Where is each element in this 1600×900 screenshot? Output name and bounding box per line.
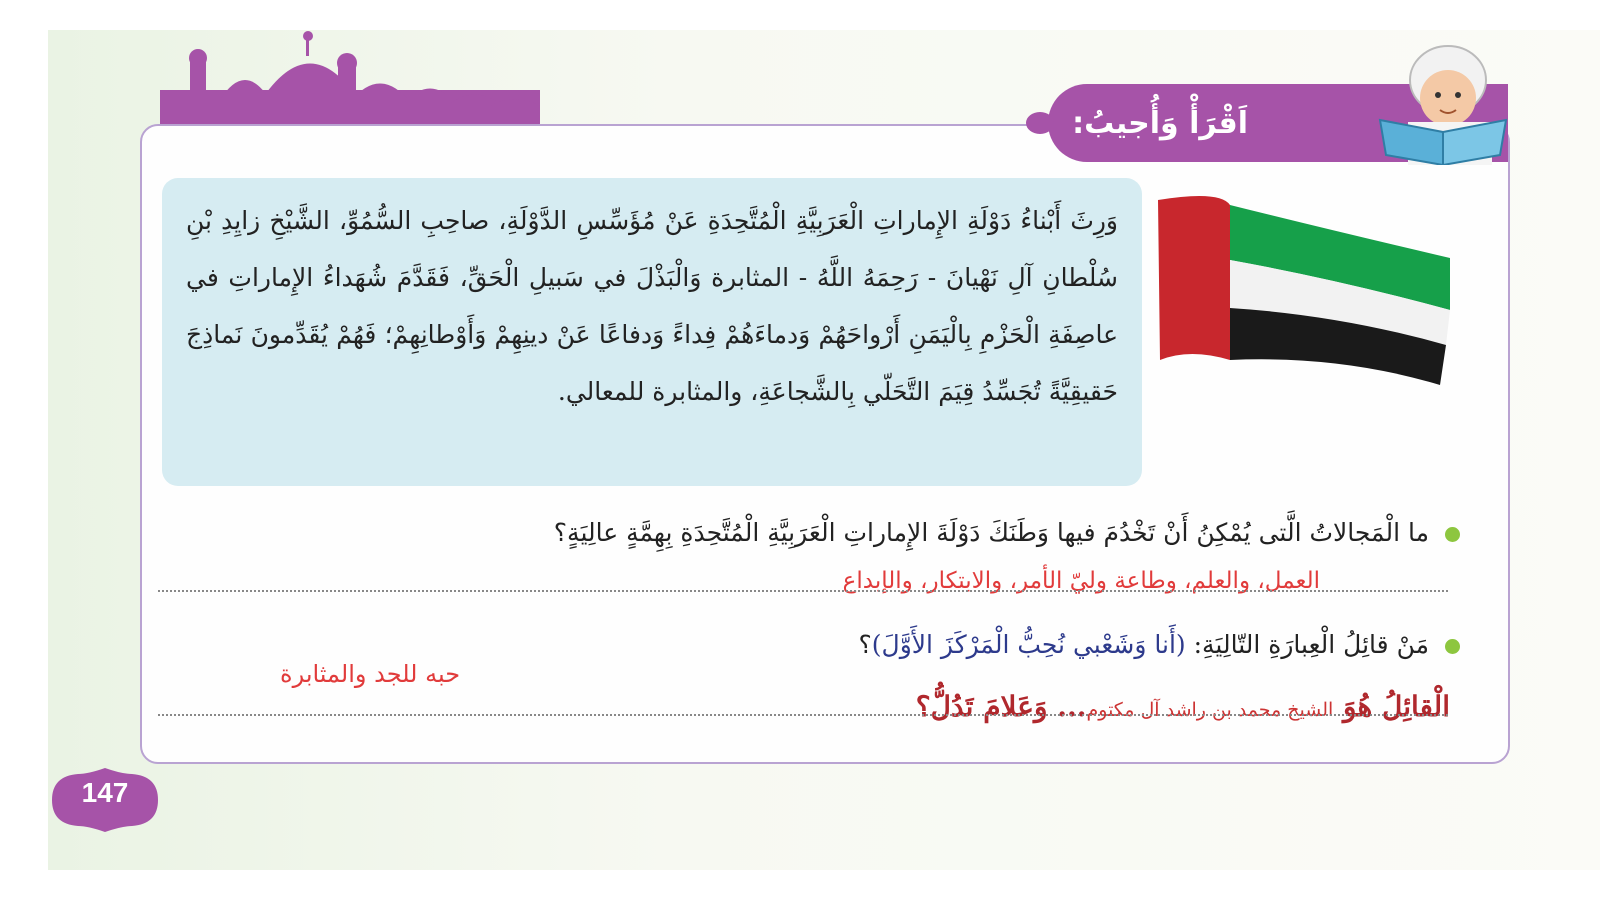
answer-1-line[interactable]	[158, 590, 1448, 592]
section-title: اَقْرَأْ وَأُجيبُ:	[1072, 106, 1248, 141]
page-number: 147	[81, 777, 129, 808]
answer-2	[916, 690, 1450, 723]
passage-text: وَرِثَ أَبْناءُ دَوْلَةِ الإِماراتِ الْعَرَبِيَّةِ الْمُتَّحِدَةِ عَنْ مُؤَسِّسِ الدَّوْلَةِ، صاحِبِ السُّمُوِّ، الشَّيْخِ زايِدِ بْنِ سُلْطانِ آلِ نَهْيانَ - رَحِمَهُ اللَّهُ - المثابرة وَالْبَذْلَ في سَبيلِ الْحَقِّ، فَقَدَّمَ شُهَداءُ الإِماراتِ في عاصِفَةِ الْحَزْمِ بِالْيَمَنِ أَرْواحَهُمْ وَدماءَهُمْ فِداءً وَدفاعًا عَنْ دينِهِمْ وَأَوْطانِهِمْ؛ فَهُمْ يُقَدِّمونَ نَماذِجَ حَقيقِيَّةً تُجَسِّدُ قِيَمَ التَّحَلّي بِالشَّجاعَةِ، والمثابرة للمعالي.	[186, 206, 1118, 406]
question-2-quote: (أَنا وَشَعْبي نُحِبُّ الْمَرْكَزَ الأَوَّلَ)	[871, 630, 1186, 659]
question-2-prefix: مَنْ قائِلُ الْعِبارَةِ التّالِيَةِ:	[1185, 630, 1429, 659]
answer-2-tail: ... وَعَلامَ تَدُلُّ؟	[915, 690, 1087, 723]
bullet-dot	[1445, 527, 1460, 542]
question-2-suffix: ؟	[858, 630, 872, 659]
answer-2-name: الشيخ محمد بن راشد آل مكتوم	[1086, 699, 1334, 721]
reading-child-icon	[1368, 40, 1518, 165]
answer-2-line[interactable]	[158, 714, 1448, 716]
mosque-skyline-icon	[150, 30, 550, 130]
question-2	[859, 630, 1461, 659]
answer-1-text: العمل، والعلم، وطاعة وليّ الأمر، والابتكار، والإبداع	[842, 568, 1320, 594]
answer-2-lead: الْقائِلُ هُوَ	[1333, 690, 1450, 723]
reading-passage	[162, 178, 1142, 486]
uae-flag-image	[1150, 170, 1490, 490]
question-1-text: ما الْمَجالاتُ الَّتى يُمْكِنُ أَنْ تَخْدُمَ فيها وَطَنَكَ دَوْلَةَ الإِماراتِ الْعَرَبِيَّةِ الْمُتَّحِدَةِ بِهِمَّةٍ عالِيَةٍ؟	[553, 518, 1429, 547]
question-1	[554, 518, 1460, 547]
bullet-dot	[1445, 639, 1460, 654]
handwritten-note: حبه للجد والمثابرة	[280, 660, 461, 688]
